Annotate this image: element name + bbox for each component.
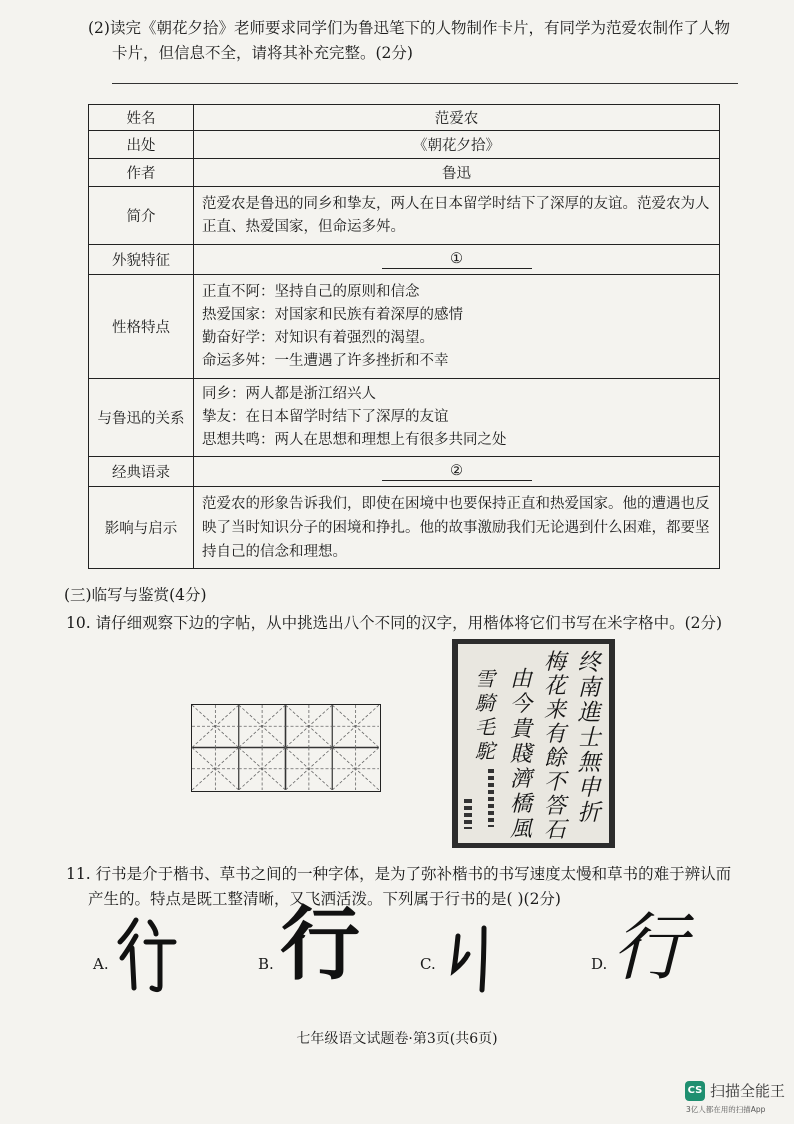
mi-zi-grid[interactable] xyxy=(191,704,381,792)
option-b-regular-script-glyph[interactable]: 行 xyxy=(280,898,360,991)
calligraphy-copybook xyxy=(452,639,615,848)
option-d-running-script-glyph[interactable]: 行 xyxy=(612,905,686,991)
card-relations xyxy=(194,379,720,457)
option-c-label[interactable]: C. xyxy=(420,955,436,973)
relation-item: 同乡：两人都是浙江绍兴人 xyxy=(202,386,376,402)
card-author-value: 鲁迅 xyxy=(194,159,720,187)
page-footer: 七年级语文试题卷·第3页(共6页) xyxy=(296,1031,498,1047)
card-trait-key: 性格特点 xyxy=(89,275,194,379)
card-intro-key: 简介 xyxy=(89,187,194,245)
q11-line1: 11. 行书是介于楷书、草书之间的一种字体，是为了弥补楷书的书写速度太慢和草书的难于辨认而 xyxy=(66,865,732,883)
option-a-seal-script-glyph[interactable] xyxy=(116,912,178,998)
card-author-key: 作者 xyxy=(89,159,194,187)
seal-inscription xyxy=(488,769,494,827)
option-a-label[interactable]: A. xyxy=(93,955,109,973)
card-intro-value: 范爱农是鲁迅的同乡和挚友，两人在日本留学时结下了深厚的友谊。范爱农为人正直、热爱国家，但命运多舛。 xyxy=(194,187,720,245)
trait-item: 正直不阿：坚持自己的原则和信念 xyxy=(202,283,420,300)
q10-text: 10. 请仔细观察下边的字帖，从中挑选出八个不同的汉字，用楷体将它们书写在米字格中。(2分) xyxy=(66,614,723,632)
relation-item: 思想共鸣：两人在思想和理想上有很多共同之处 xyxy=(202,432,507,448)
trait-item: 热爱国家：对国家和民族有着深厚的感情 xyxy=(202,306,463,323)
blank-1[interactable]: ① xyxy=(382,250,532,269)
seal-inscription xyxy=(464,799,472,829)
card-relation-key: 与鲁迅的关系 xyxy=(89,379,194,457)
card-impact-value: 范爱农的形象告诉我们，即使在困境中也要保持正直和热爱国家。他的遭遇也反映了当时知识分子的困境和挣扎。他的故事激励我们无论遇到什么困难，都要坚持自己的信念和理想。 xyxy=(194,487,720,569)
card-name-key: 姓名 xyxy=(89,105,194,131)
card-look-key: 外貌特征 xyxy=(89,245,194,275)
copybook-column: 梅花来有餘不答石 xyxy=(543,650,566,843)
card-quote-key: 经典语录 xyxy=(89,457,194,487)
q11-line2: 产生的。特点是既工整清晰，又飞洒活泼。下列属于行书的是( )(2分) xyxy=(88,890,561,908)
option-b-label[interactable]: B. xyxy=(258,955,274,973)
blank-2[interactable]: ② xyxy=(382,462,532,481)
scanner-tagline: 3亿人都在用的扫描App xyxy=(686,1105,766,1114)
copybook-column: 由今貴賤濟橋風 xyxy=(509,667,532,842)
card-source-key: 出处 xyxy=(89,131,194,159)
q9-2-line2: 卡片，但信息不全，请将其补充完整。(2分) xyxy=(112,44,413,62)
character-card-table xyxy=(88,104,720,569)
trait-item: 命运多舛：一生遭遇了许多挫折和不幸 xyxy=(202,352,449,369)
option-c-cursive-script-glyph[interactable] xyxy=(446,918,496,1002)
relation-item: 挚友：在日本留学时结下了深厚的友谊 xyxy=(202,409,449,425)
card-source-value: 《朝花夕拾》 xyxy=(194,131,720,159)
scanner-brand: 扫描全能王 xyxy=(710,1082,786,1100)
camscanner-logo-icon: CS xyxy=(685,1081,705,1101)
option-d-label[interactable]: D. xyxy=(591,955,608,973)
card-traits xyxy=(194,275,720,379)
copybook-column: 雪騎毛駝 xyxy=(475,667,495,763)
section-3-heading: (三)临写与鉴赏(4分) xyxy=(64,586,207,604)
card-impact-key: 影响与启示 xyxy=(89,487,194,569)
answer-line[interactable] xyxy=(112,83,738,84)
card-name-value: 范爱农 xyxy=(194,105,720,131)
trait-item: 勤奋好学：对知识有着强烈的渴望。 xyxy=(202,329,434,346)
copybook-column: 终南進士無申折 xyxy=(577,650,601,826)
q9-2-line1: (2)读完《朝花夕拾》老师要求同学们为鲁迅笔下的人物制作卡片，有同学为范爱农制作了人物 xyxy=(88,19,730,37)
